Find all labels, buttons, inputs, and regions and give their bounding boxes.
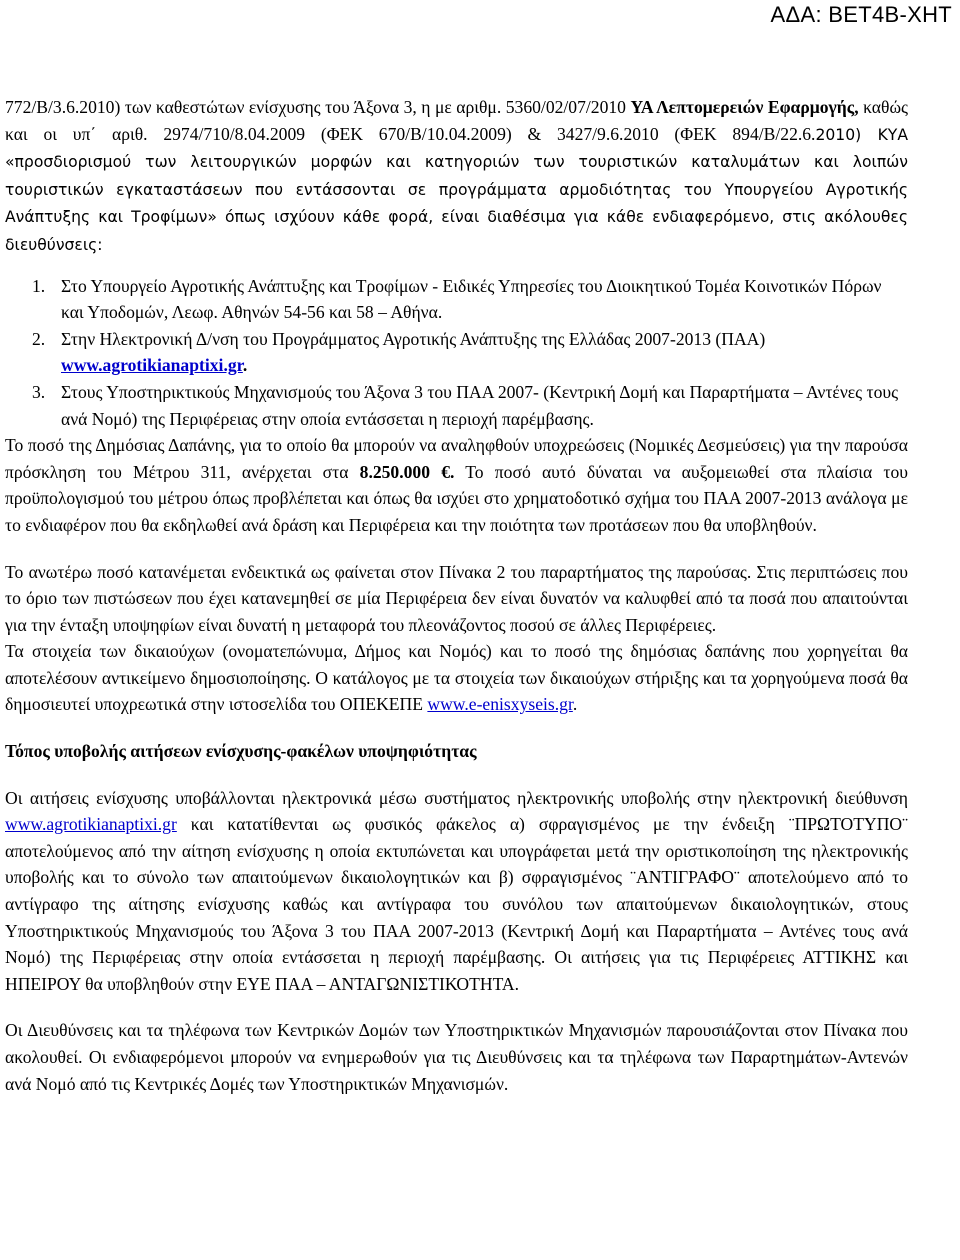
list-number: 2. xyxy=(32,328,46,349)
budget-amount: 8.250.000 €. xyxy=(359,461,455,482)
intro-text-sans: 2010) ΚΥΑ «προσδιορισμού των λειτουργικών μορφών και κατηγοριών των τουριστικών καταλυμάτων και λοιπών τουριστικών εγκαταστάσεων που εντάσσονται σε προγράμματα αρμοδιότητας του Υπουργείου Αγροτικής Ανάπτυξης και Τροφίμων» όπως ισχύουν κάθε φορά, είναι διαθέσιμα για κάθε ενδιαφερόμενο, στις ακόλουθες διευθύνσεις: xyxy=(5,125,908,254)
list-item xyxy=(5,379,908,432)
budget-text-a: Το ποσό της Δημόσιας Δαπάνης, για το οποίο θα μπορούν να αναληφθούν υποχρεώσεις (Νομικές Δεσμεύσεις) για την παρούσα πρόσκληση του Μέτρου 311, ανέρχεται στα xyxy=(5,435,908,482)
intro-text-1: 772/Β/3.6.2010) των καθεστώτων ενίσχυσης του Άξονα 3, η με αριθμ. 5360/02/07/2010 xyxy=(5,97,631,117)
addresses-paragraph: Οι Διευθύνσεις και τα τηλέφωνα των Κεντρικών Δομών των Υποστηρικτικών Μηχανισμών παρουσιάζονται στον Πίνακα που ακολουθεί. Οι ενδιαφερόμενοι μπορούν να ενημερωθούν για τις Διευθύνσεις και τα τηλέφωνα των Παραρτημάτων-Αντενών ανά Νομό από τις Κεντρικές Δομές των Υποστηρικτικών Μηχανισμών. xyxy=(5,1020,908,1094)
section-heading: Τόπος υποβολής αιτήσεων ενίσχυσης-φακέλων υποψηφιότητας xyxy=(5,741,477,762)
list-item xyxy=(5,326,908,379)
list-item-text: Στους Υποστηρικτικούς Μηχανισμούς του Άξονα 3 του ΠΑΑ 2007- (Κεντρική Δομή και Παραρτήματα – Αντένες τους ανά Νομό) της Περιφέρειας στην οποία εντάσσεται η περιοχή παρέμβασης. xyxy=(61,381,899,429)
agrotikianaptixi-link[interactable]: www.agrotikianaptixi.gr xyxy=(61,355,243,376)
publicity-text: Τα στοιχεία των δικαιούχων (ονοματεπώνυμα, Δήμος και Νομός) και το ποσό της δημόσιας δαπάνης που χορηγείται θα αποτελέσουν αντικείμενο δημοσιοποίησης. Ο κατάλογος με τα στοιχεία των δικαιούχων στήριξης και τα χορηγούμενα ποσά θα δημοσιευτεί υποχρεωτικά στην ιστοσελίδα του ΟΠΕΚΕΠΕ xyxy=(5,641,908,715)
ada-code: ΑΔΑ: ΒΕΤ4Β-ΧΗΤ xyxy=(770,2,952,27)
budget-paragraph xyxy=(5,432,908,538)
list-item-text: Στην Ηλεκτρονική Δ/νση του Προγράμματος Αγροτικής Ανάπτυξης της Ελλάδας 2007-2013 (ΠΑΑ) xyxy=(61,328,766,349)
submission-text-b: και κατατίθενται ως φυσικός φάκελος α) σφραγισμένος με την ένδειξη ¨ΠΡΩΤΟΤΥΠΟ¨ αποτελούμενος από την αίτηση ενίσχυσης η οποία εκτυπώνεται και υπογράφεται μετά την οριστικοποίηση της ηλεκτρονικής υποβολής και το σύνολο των απαιτούμενων δικαιολογητικών και β) σφραγισμένος ¨ΑΝΤΙΓΡΑΦΟ¨ αποτελούμενο από το αντίγραφο της αίτησης ενίσχυσης καθώς και αντίγραφα του συνόλου των απαιτούμενων δικαιολογητικών, στους Υποστηρικτικούς Μηχανισμούς του Άξονα 3 του ΠΑΑ 2007-2013 (Κεντρική Δομή και Παραρτήματα – Αντένες τους ανά Νομό) της Περιφέρειας στην οποία εντάσσεται η περιοχή παρέμβασης. Οι αιτήσεις για τις Περιφέρειες ΑΤΤΙΚΗΣ και ΗΠΕΙΡΟΥ θα υποβληθούν στην ΕΥΕ ΠΑΑ – ΑΝΤΑΓΩΝΙΣΤΙΚΟΤΗΤΑ. xyxy=(5,814,908,994)
submission-paragraph xyxy=(5,785,908,998)
list-item xyxy=(5,273,908,326)
intro-bold-ya: ΥΑ Λεπτομερειών Εφαρμογής, xyxy=(630,97,859,117)
publicity-tail: . xyxy=(572,694,578,715)
list-item-text: Στο Υπουργείο Αγροτικής Ανάπτυξης και Τροφίμων - Ειδικές Υπηρεσίες του Διοικητικού Τομέα Κοινοτικών Πόρων και Υποδομών, Λεωφ. Αθηνών 54-56 και 58 – Αθήνα. xyxy=(61,275,882,323)
list-number: 1. xyxy=(32,275,46,296)
address-list xyxy=(5,273,908,433)
list-number: 3. xyxy=(32,381,46,402)
document-body xyxy=(5,94,908,1097)
intro-text-2: καθώς και οι υπ΄ αριθ. 2974/710/8.04.2009 (ΦΕΚ 670/Β/10.04.2009) & 3427/9.6.2010 (ΦΕΚ 894/Β/22.6. xyxy=(5,97,909,144)
enisxyseis-link[interactable]: www.e-enisxyseis.gr xyxy=(427,694,573,715)
submission-text-a: Οι αιτήσεις ενίσχυσης υποβάλλονται ηλεκτρονικά μέσω συστήματος ηλεκτρονικής υποβολής στην ηλεκτρονική διεύθυνση xyxy=(5,787,908,808)
agrotikianaptixi-link-2[interactable]: www.agrotikianaptixi.gr xyxy=(5,814,177,835)
list-item-tail: . xyxy=(242,355,248,376)
intro-paragraph xyxy=(5,94,908,259)
distribution-paragraph: Το ανωτέρω ποσό κατανέμεται ενδεικτικά ως φαίνεται στον Πίνακα 2 του παραρτήματος της παρούσας. Στις περιπτώσεις που το όριο των πιστώσεων που έχει κατανεμηθεί σε μία Περιφέρεια δεν είναι δυνατόν να καλυφθεί από τα ποσά που απαιτούνται για την ένταξη υποψηφίων είναι δυνατή η μεταφορά του πλεονάζοντος ποσού σε άλλες Περιφέρειες. xyxy=(5,561,908,635)
publicity-paragraph xyxy=(5,638,908,718)
budget-text-b: Το ποσό αυτό δύναται να αυξομειωθεί στα πλαίσια του προϋπολογισμού του μέτρου όπως προβλέπεται και όπως θα ισχύει στο χρηματοδοτικό σχήμα του ΠΑΑ 2007-2013 ανάλογα με το ενδιαφέρον που θα εκδηλωθεί ανά δράση και Περιφέρεια και την ποιότητα των προτάσεων που θα υποβληθούν. xyxy=(5,461,908,535)
